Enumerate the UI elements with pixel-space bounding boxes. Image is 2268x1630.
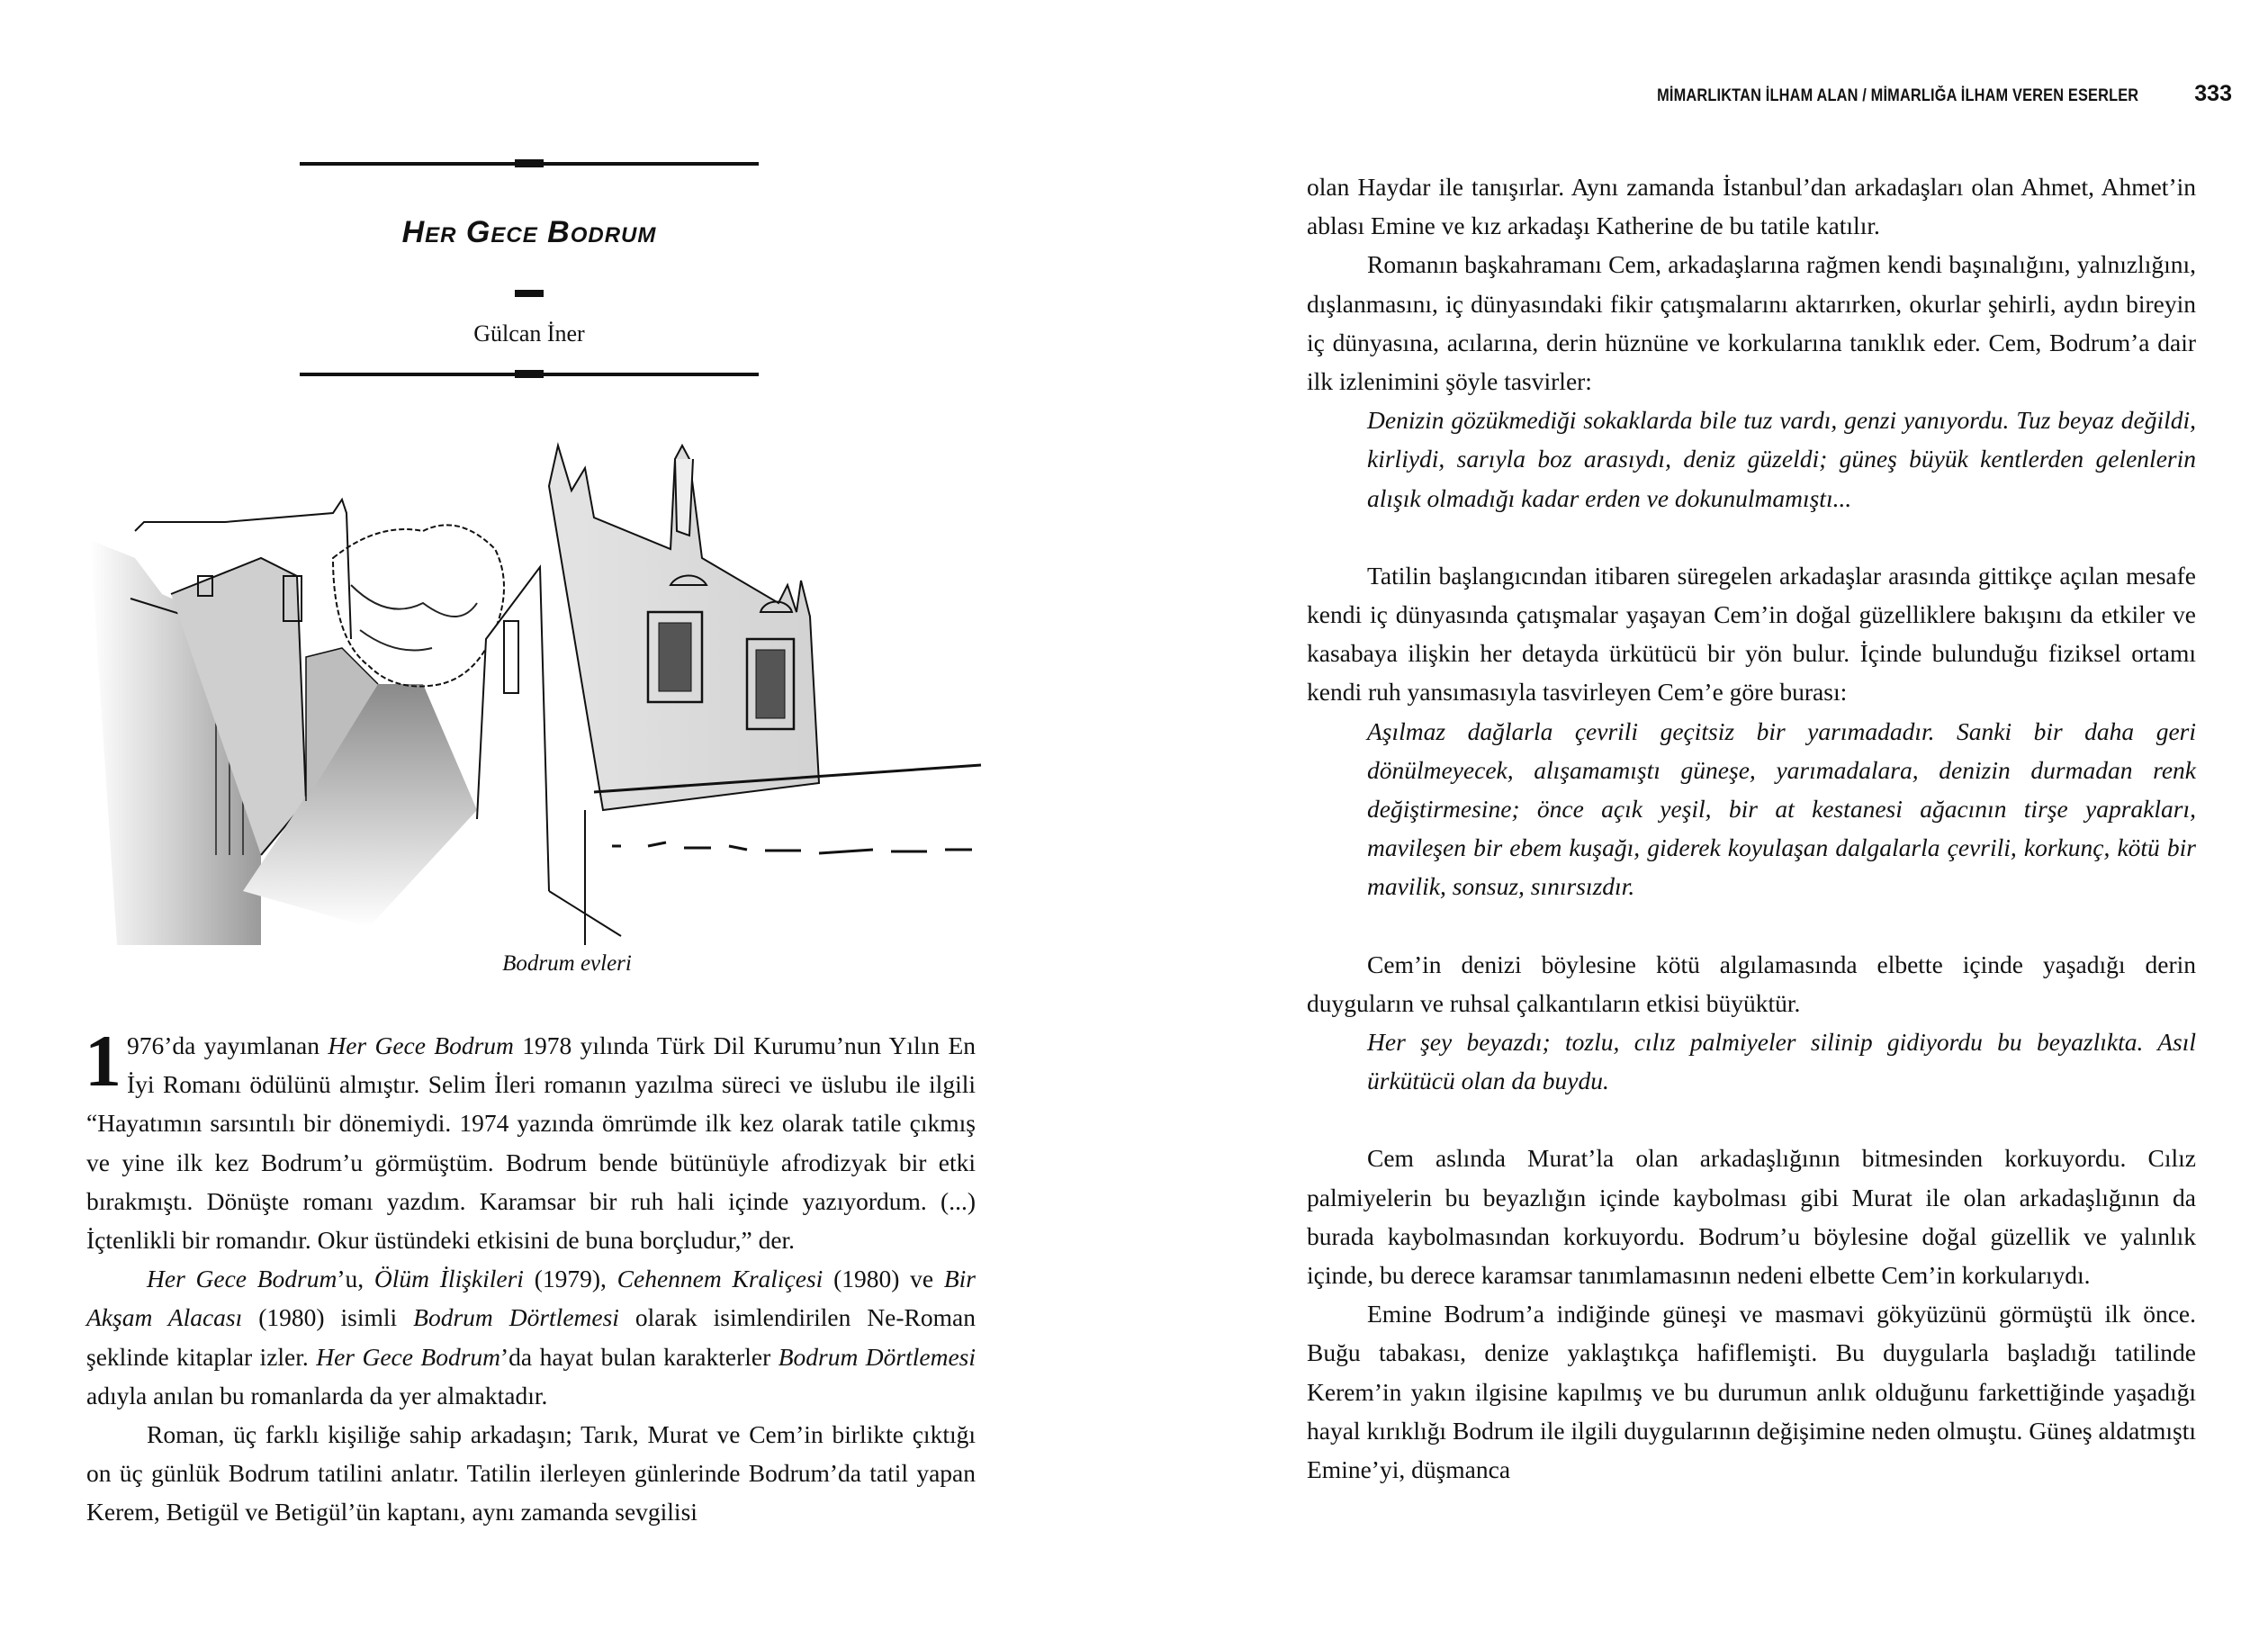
paragraph: Roman, üç farklı kişiliğe sahip arkadaşın; Tarık, Murat ve Cem’in birlikte çıktığı on üç günlük Bodrum tatilini anlatır. Tatilin ilerleyen günlerinde Bodrum’da tatil yapan Kerem, Betigül ve Betigül’ün kaptanı, aynı zamanda sevgilisi (86, 1420, 976, 1526)
book-title: Her Gece Bodrum (328, 1031, 514, 1059)
bodrum-houses-illustration (81, 423, 990, 945)
paragraph: Cem’in denizi böylesine kötü algılamasında elbette içinde yaşadığı derin duyguların ve ruhsal çalkantıların etkisi büyüktür. (1307, 950, 2196, 1017)
text-run: (1980) ve (823, 1265, 944, 1293)
figure-caption: Bodrum evleri (502, 951, 632, 976)
right-text-column (1307, 167, 2196, 1489)
sketch-illustration-icon (81, 423, 990, 945)
running-header (1579, 81, 2232, 107)
paragraph (85, 1020, 976, 1259)
paragraph: Cem aslında Murat’la olan arkadaşlığının bitmesinden korkuyordu. Cılız palmiyelerin bu beyazlığın içinde kaybolması gibi Murat ile olan arkadaşlığının da burada kaybolmasından korkuyordu. Bodrum’u böylesine doğal güzellik ve yalınlık içinde, bu derece karamsar tanımlamasının nedeni elbette Cem’in korkularıydı. (1307, 1144, 2196, 1290)
block-quote: Denizin gözükmediği sokaklarda bile tuz vardı, genzi yanıyordu. Tuz beyaz değildi, kirliydi, sarıyla boz arasıydı, deniz güzeldi; güneş büyük kentlerden gelenlerin alışık olmadığı kadar erden ve dokunulmamıştı... (1367, 406, 2196, 512)
book-title: Ölüm İlişkileri (374, 1265, 524, 1293)
text-run: (1980) isimli (242, 1303, 414, 1332)
paragraph: Emine Bodrum’a indiğinde güneşi ve masmavi gökyüzünü görmüştü ilk önce. Buğu tabakası, denize yaklaştıkça hafiflemişti. Bu duygularla başladığı tatilinde Kerem’in yakın ilgisine kapılmış ve bu durumun anlık olduğunu farkettiğinde yaşadığı hayal kırıklığı Bodrum ile ilgili duygularının değişimine neden olmuştu. Güneş aldatmıştı Emine’yi, düşmanca (1307, 1300, 2196, 1484)
page-number: 333 (2194, 81, 2232, 106)
text-run: (1979), (523, 1265, 617, 1293)
rule-notch (515, 370, 544, 378)
spacer (1307, 1100, 2196, 1139)
left-text-column (85, 1020, 976, 1532)
author-name: Gülcan İner (473, 320, 585, 347)
book-title: Her Gece Bodrum (147, 1265, 338, 1293)
essay-title: Her Gece Bodrum (401, 215, 657, 249)
top-rule (300, 162, 759, 166)
paragraph: Tatilin başlangıcından itibaren süregelen arkadaşlar arasında gittikçe açılan mesafe kendi iç dünyasında çatışmalar yaşayan Cem’in doğal güzelliklere bakışını da etkiler ve kasabaya ilişkin her detayda ürkütücü bir yön bulur. İçinde bulunduğu fiziksel ortamı kendi ruh yansımasıyla tasvirleyen Cem’e göre burası: (1307, 561, 2196, 707)
block-quote: Aşılmaz dağlarla çevrili geçitsiz bir yarımadadır. Sanki bir daha geri dönülmeyecek, alışamamıştı güneşe, yarımadalara, denizin durmadan renk değiştirmesine; önce açık yeşil, bir at kestanesi ağacının tirşe yaprakları, mavileşen bir ebem kuşağı, giderek koyulaşan dalgalarla çevrili, korkunç, kötü bir mavilik, sonsuz, sınırsızdır. (1367, 716, 2196, 901)
spacer (1307, 906, 2196, 945)
title-block (300, 162, 759, 376)
running-title: MİMARLIKTAN İLHAM ALAN / MİMARLIĞA İLHAM VEREN ESERLER (1657, 86, 2139, 105)
rule-notch (515, 159, 544, 167)
text-run: ’u, (337, 1265, 374, 1293)
book-title: Bir Akşam Alacası (86, 1265, 976, 1332)
book-title: Bodrum Dörtlemesi (413, 1303, 619, 1332)
book-title: Bodrum Dörtlemesi (778, 1342, 976, 1371)
block-quote: Her şey beyazdı; tozlu, cılız palmiyeler silinip gidiyordu bu beyazlıkta. Asıl ürkütücü olan da buydu. (1367, 1028, 2196, 1095)
paragraph: olan Haydar ile tanışırlar. Aynı zamanda İstanbul’dan arkadaşları olan Ahmet, Ahmet’in ablası Emine ve kız arkadaşı Katherine de bu tatile katılır. (1307, 173, 2196, 240)
text-run: 1978 yılında Türk Dil Kurumu’nun Yılın En İyi Romanı ödülünü almıştır. Selim İleri romanın yazılma süreci ve üslubu ile ilgili “Hayatımın sarsıntılı bir dönemiydi. 1974 yazında ömrümde ilk kez olarak tatile çıkmış ve yine ilk kez Bodrum’u görmüştüm. Bodrum bende bütünüyle afrodizyak bir etki bırakmıştı. Dönüşte romanı yazdım. Karamsar bir ruh hali içinde yazıyordum. (...) İçtenlikli bir romandır. Okur üstündeki etkisini de buna borçludur,” der. (86, 1031, 976, 1255)
text-run: adıyla anılan bu romanlarda da yer almaktadır. (86, 1381, 548, 1409)
drop-cap: 1 (85, 1020, 122, 1102)
text-run: 976’da yayımlanan (127, 1031, 328, 1059)
book-title: Cehennem Kraliçesi (616, 1265, 824, 1293)
text-run: olarak isimlendirilen Ne-Roman şeklinde kitaplar izler. (86, 1303, 976, 1371)
text-run: ’da hayat bulan karakterler (500, 1342, 778, 1371)
title-divider-dash (515, 290, 544, 297)
paragraph: Romanın başkahramanı Cem, arkadaşlarına rağmen kendi başınalığını, yalnızlığını, dışlanmasını, iç dünyasındaki fikir çatışmalarını aktarırken, okurlar şehirli, aydın bireyin iç dünyasına, acılarına, derin hüznüne ve korkularına tanıklık eder. Cem, Bodrum’a dair ilk izlenimini şöyle tasvirler: (1307, 250, 2196, 396)
spacer (1307, 518, 2196, 556)
paragraph (86, 1259, 976, 1415)
book-title: Her Gece Bodrum (316, 1342, 501, 1371)
bottom-rule (300, 373, 759, 376)
